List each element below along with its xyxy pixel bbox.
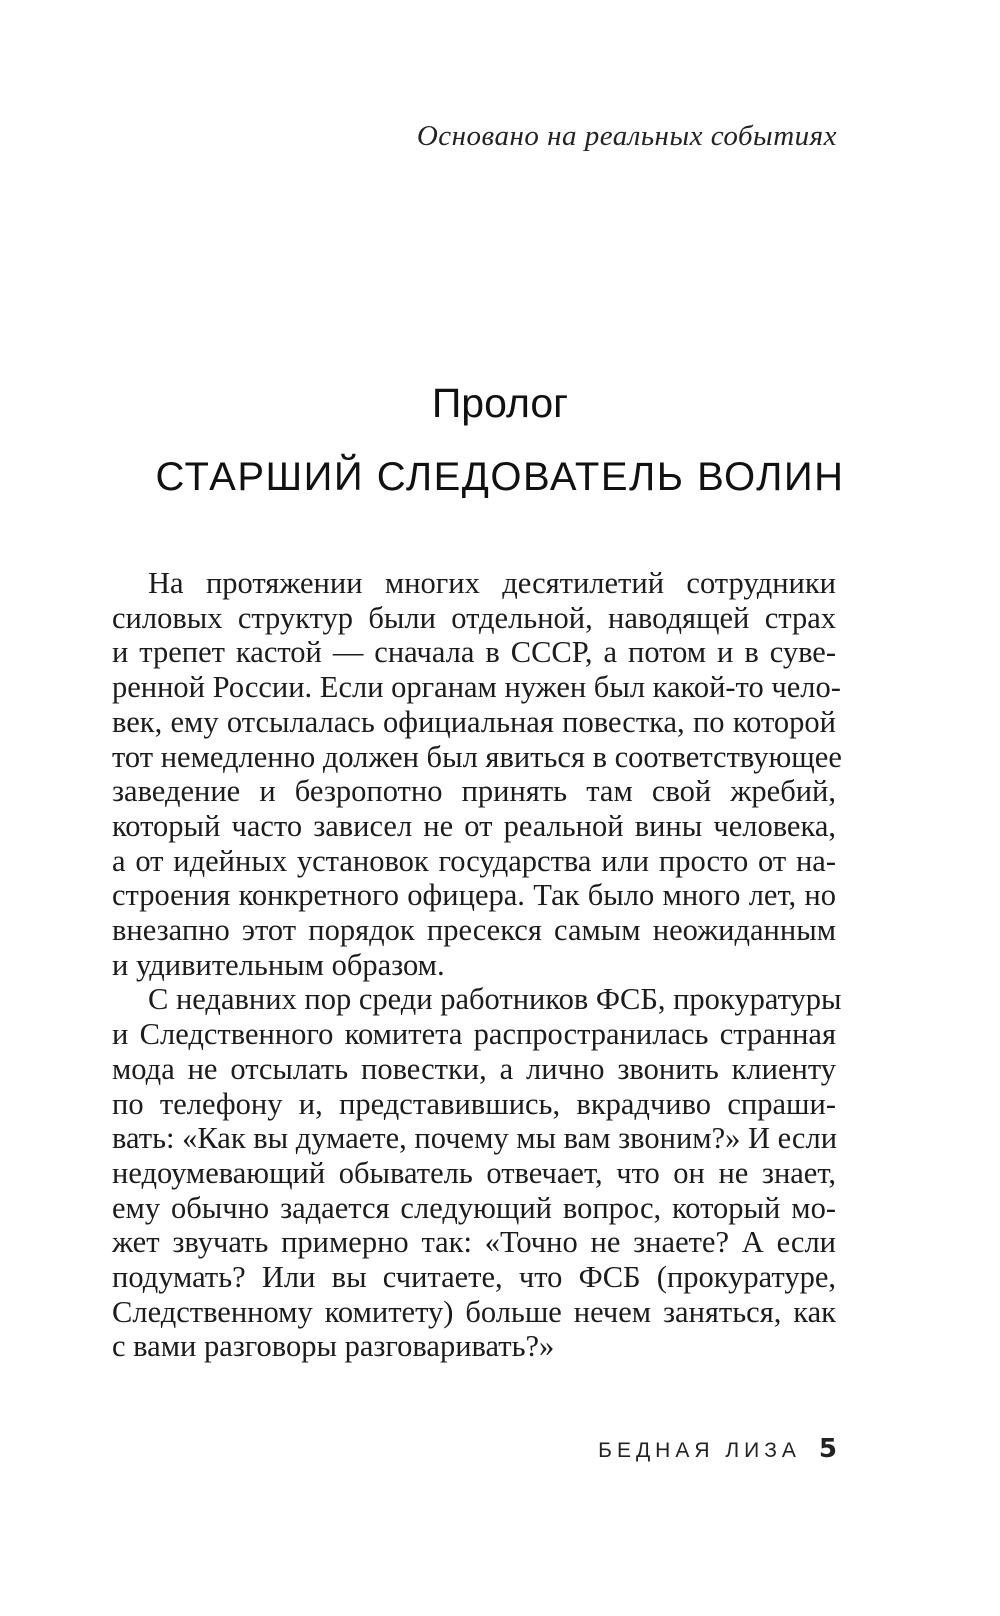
text-line: вать: «Как вы думаете, почему мы вам звоним?» И если — [112, 1121, 838, 1156]
text-line: мода не отсылать повестки, а лично звонить клиенту — [112, 1051, 836, 1086]
text-line: внезапно этот порядок пресекся самым неожиданным — [112, 913, 836, 948]
text-line: На протяжении многих десятилетий сотрудники — [148, 566, 836, 600]
text-line: по телефону и, представившись, вкрадчиво спраши- — [112, 1086, 836, 1121]
text-line: строения конкретного офицера. Так было много лет, но — [112, 878, 836, 913]
text-line: век, ему отсылалась официальная повестка, по которой — [112, 704, 836, 739]
running-title: БЕДНАЯ ЛИЗА — [598, 1439, 801, 1462]
text-line: и удивительным образом. — [112, 947, 445, 982]
paragraph-2 — [112, 982, 842, 1364]
paragraph-1 — [112, 566, 842, 982]
text-line: а от идейных установок государства или просто от на- — [112, 843, 836, 878]
text-line: Следственному комитету) больше нечем заняться, как — [112, 1294, 836, 1329]
text-line: с вами разговоры разговаривать?» — [112, 1329, 555, 1364]
chapter-title: СТАРШИЙ СЛЕДОВАТЕЛЬ ВОЛИН — [155, 455, 845, 499]
text-line: ему обычно задается следующий вопрос, который мо- — [112, 1190, 836, 1225]
text-line: заведение и безропотно принять там свой жребий, — [112, 774, 836, 809]
body-text — [112, 566, 842, 1364]
text-line: подумать? Или вы считаете, что ФСБ (прокуратуре, — [112, 1260, 836, 1295]
chapter-label: Пролог — [431, 380, 569, 426]
epigraph: Основано на реальных событиях — [416, 120, 837, 152]
text-line: который часто зависел не от реальной вины человека, — [112, 808, 836, 843]
text-line: и Следственного комитета распространилась странная — [112, 1017, 836, 1052]
text-line: тот немедленно должен был явиться в соответствующее — [112, 739, 842, 774]
page-number: 5 — [818, 1434, 837, 1464]
text-line: недоумевающий обыватель отвечает, что он не знает, — [112, 1155, 836, 1190]
text-line: и трепет кастой — сначала в СССР, а потом и в суве- — [112, 635, 836, 670]
text-line: ренной России. Если органам нужен был какой-то чело- — [112, 670, 841, 705]
text-line: С недавних пор среди работников ФСБ, прокуратуры — [148, 982, 842, 1017]
text-line: жет звучать примерно так: «Точно не знаете? А если — [112, 1225, 836, 1260]
page-footer — [598, 1434, 837, 1464]
text-line: силовых структур были отдельной, наводящей страх — [112, 600, 836, 635]
